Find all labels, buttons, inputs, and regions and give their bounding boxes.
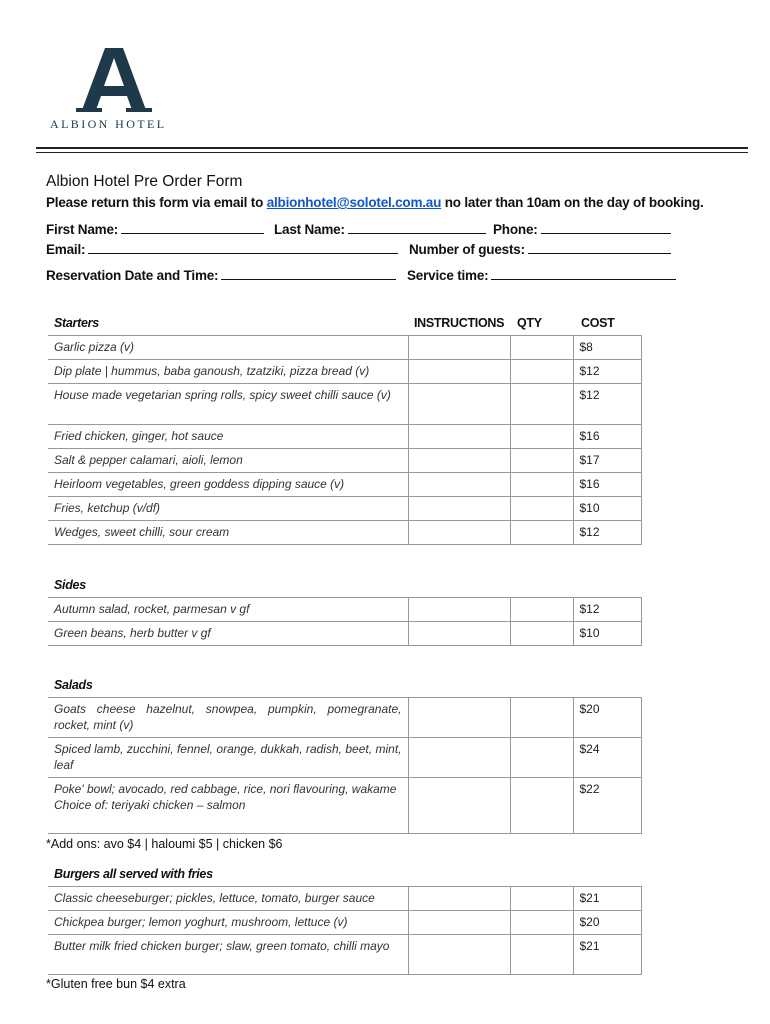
table-row bbox=[48, 384, 641, 425]
email-label: Email: bbox=[46, 242, 86, 257]
qty-cell[interactable] bbox=[510, 360, 573, 384]
item-cost: $12 bbox=[573, 360, 641, 384]
instructions-cell[interactable] bbox=[408, 738, 510, 778]
salad-choice-text: Choice of: teriyaki chicken – salmon bbox=[54, 798, 246, 812]
sides-table bbox=[48, 597, 642, 646]
reservation-field[interactable] bbox=[46, 267, 396, 283]
email-link[interactable]: albionhotel@solotel.com.au bbox=[266, 195, 442, 210]
table-row bbox=[48, 698, 641, 738]
guests-label: Number of guests: bbox=[409, 242, 525, 257]
side-item-name: Autumn salad, rocket, parmesan v gf bbox=[48, 598, 408, 622]
form-instructions bbox=[46, 195, 704, 210]
gluten-free-note: *Gluten free bun $4 extra bbox=[46, 977, 186, 991]
cost-column-header: COST bbox=[581, 316, 615, 330]
table-row bbox=[48, 425, 641, 449]
phone-field[interactable] bbox=[493, 221, 671, 237]
burgers-heading: Burgers all served with fries bbox=[54, 867, 213, 881]
starter-item-name: Salt & pepper calamari, aioli, lemon bbox=[48, 449, 408, 473]
add-ons-note: *Add ons: avo $4 | haloumi $5 | chicken $6 bbox=[46, 837, 283, 851]
salad-item-cell bbox=[48, 778, 408, 834]
table-row bbox=[48, 778, 641, 834]
qty-cell[interactable] bbox=[510, 778, 573, 834]
salad-item-name: Poke' bowl; avocado, red cabbage, rice, nori flavouring, wakame bbox=[54, 782, 397, 796]
instructions-cell[interactable] bbox=[408, 911, 510, 935]
starter-item-name: Fries, ketchup (v/df) bbox=[48, 497, 408, 521]
starters-heading: Starters bbox=[54, 316, 99, 330]
salad-item-name: Spiced lamb, zucchini, fennel, orange, dukkah, radish, beet, mint, leaf bbox=[48, 738, 408, 778]
instructions-cell[interactable] bbox=[408, 887, 510, 911]
starters-table bbox=[48, 335, 642, 545]
table-row bbox=[48, 622, 641, 646]
starter-item-name: Heirloom vegetables, green goddess dipping sauce (v) bbox=[48, 473, 408, 497]
qty-cell[interactable] bbox=[510, 622, 573, 646]
table-row bbox=[48, 521, 641, 545]
form-title: Albion Hotel Pre Order Form bbox=[46, 173, 243, 190]
burger-item-name: Chickpea burger; lemon yoghurt, mushroom, lettuce (v) bbox=[48, 911, 408, 935]
instructions-cell[interactable] bbox=[408, 360, 510, 384]
starter-item-name: House made vegetarian spring rolls, spicy sweet chilli sauce (v) bbox=[48, 384, 408, 425]
starter-item-name: Dip plate | hummus, baba ganoush, tzatziki, pizza bread (v) bbox=[48, 360, 408, 384]
table-row bbox=[48, 473, 641, 497]
instruction-before: Please return this form via email to bbox=[46, 195, 267, 210]
hotel-logo bbox=[46, 48, 186, 131]
email-field[interactable] bbox=[46, 241, 398, 257]
item-cost: $21 bbox=[573, 887, 641, 911]
instructions-cell[interactable] bbox=[408, 622, 510, 646]
item-cost: $20 bbox=[573, 911, 641, 935]
instructions-cell[interactable] bbox=[408, 336, 510, 360]
item-cost: $12 bbox=[573, 384, 641, 425]
table-row bbox=[48, 738, 641, 778]
instructions-column-header: INSTRUCTIONS bbox=[414, 316, 505, 330]
first-name-field[interactable] bbox=[46, 221, 264, 237]
salad-item-name: Goats cheese hazelnut, snowpea, pumpkin, pomegranate, rocket, mint (v) bbox=[48, 698, 408, 738]
header-rule bbox=[36, 147, 748, 149]
albion-a-icon bbox=[76, 48, 152, 112]
instruction-after: no later than 10am on the day of booking. bbox=[441, 195, 704, 210]
item-cost: $8 bbox=[573, 336, 641, 360]
reservation-label: Reservation Date and Time: bbox=[46, 268, 219, 283]
qty-cell[interactable] bbox=[510, 698, 573, 738]
table-row bbox=[48, 935, 641, 975]
starter-item-name: Wedges, sweet chilli, sour cream bbox=[48, 521, 408, 545]
first-name-label: First Name: bbox=[46, 222, 119, 237]
table-row bbox=[48, 360, 641, 384]
instructions-cell[interactable] bbox=[408, 425, 510, 449]
item-cost: $10 bbox=[573, 622, 641, 646]
qty-cell[interactable] bbox=[510, 425, 573, 449]
qty-cell[interactable] bbox=[510, 887, 573, 911]
table-row bbox=[48, 449, 641, 473]
burger-item-name: Butter milk fried chicken burger; slaw, green tomato, chilli mayo bbox=[48, 935, 408, 975]
table-row bbox=[48, 336, 641, 360]
item-cost: $12 bbox=[573, 521, 641, 545]
item-cost: $16 bbox=[573, 425, 641, 449]
side-item-name: Green beans, herb butter v gf bbox=[48, 622, 408, 646]
qty-cell[interactable] bbox=[510, 911, 573, 935]
table-row bbox=[48, 887, 641, 911]
header-rule-thin bbox=[36, 152, 748, 153]
phone-label: Phone: bbox=[493, 222, 538, 237]
table-row bbox=[48, 497, 641, 521]
instructions-cell[interactable] bbox=[408, 449, 510, 473]
item-cost: $24 bbox=[573, 738, 641, 778]
item-cost: $22 bbox=[573, 778, 641, 834]
item-cost: $20 bbox=[573, 698, 641, 738]
item-cost: $10 bbox=[573, 497, 641, 521]
last-name-label: Last Name: bbox=[274, 222, 345, 237]
qty-cell[interactable] bbox=[510, 738, 573, 778]
instructions-cell[interactable] bbox=[408, 598, 510, 622]
salads-table bbox=[48, 697, 642, 834]
qty-cell[interactable] bbox=[510, 521, 573, 545]
item-cost: $16 bbox=[573, 473, 641, 497]
instructions-cell[interactable] bbox=[408, 473, 510, 497]
starter-item-name: Garlic pizza (v) bbox=[48, 336, 408, 360]
logo-name: ALBION HOTEL bbox=[50, 117, 167, 131]
service-time-field[interactable] bbox=[407, 267, 676, 283]
table-row bbox=[48, 598, 641, 622]
item-cost: $21 bbox=[573, 935, 641, 975]
qty-cell[interactable] bbox=[510, 473, 573, 497]
burgers-table bbox=[48, 886, 642, 975]
guests-field[interactable] bbox=[409, 241, 671, 257]
qty-cell[interactable] bbox=[510, 497, 573, 521]
sides-heading: Sides bbox=[54, 578, 86, 592]
instructions-cell[interactable] bbox=[408, 698, 510, 738]
qty-cell[interactable] bbox=[510, 598, 573, 622]
instructions-cell[interactable] bbox=[408, 521, 510, 545]
qty-cell[interactable] bbox=[510, 935, 573, 975]
instructions-cell[interactable] bbox=[408, 778, 510, 834]
last-name-field[interactable] bbox=[274, 221, 486, 237]
burger-item-name: Classic cheeseburger; pickles, lettuce, tomato, burger sauce bbox=[48, 887, 408, 911]
table-row bbox=[48, 911, 641, 935]
qty-column-header: QTY bbox=[517, 316, 542, 330]
instructions-cell[interactable] bbox=[408, 384, 510, 425]
starter-item-name: Fried chicken, ginger, hot sauce bbox=[48, 425, 408, 449]
qty-cell[interactable] bbox=[510, 449, 573, 473]
item-cost: $17 bbox=[573, 449, 641, 473]
qty-cell[interactable] bbox=[510, 336, 573, 360]
service-time-label: Service time: bbox=[407, 268, 489, 283]
salads-heading: Salads bbox=[54, 678, 93, 692]
qty-cell[interactable] bbox=[510, 384, 573, 425]
item-cost: $12 bbox=[573, 598, 641, 622]
instructions-cell[interactable] bbox=[408, 497, 510, 521]
instructions-cell[interactable] bbox=[408, 935, 510, 975]
